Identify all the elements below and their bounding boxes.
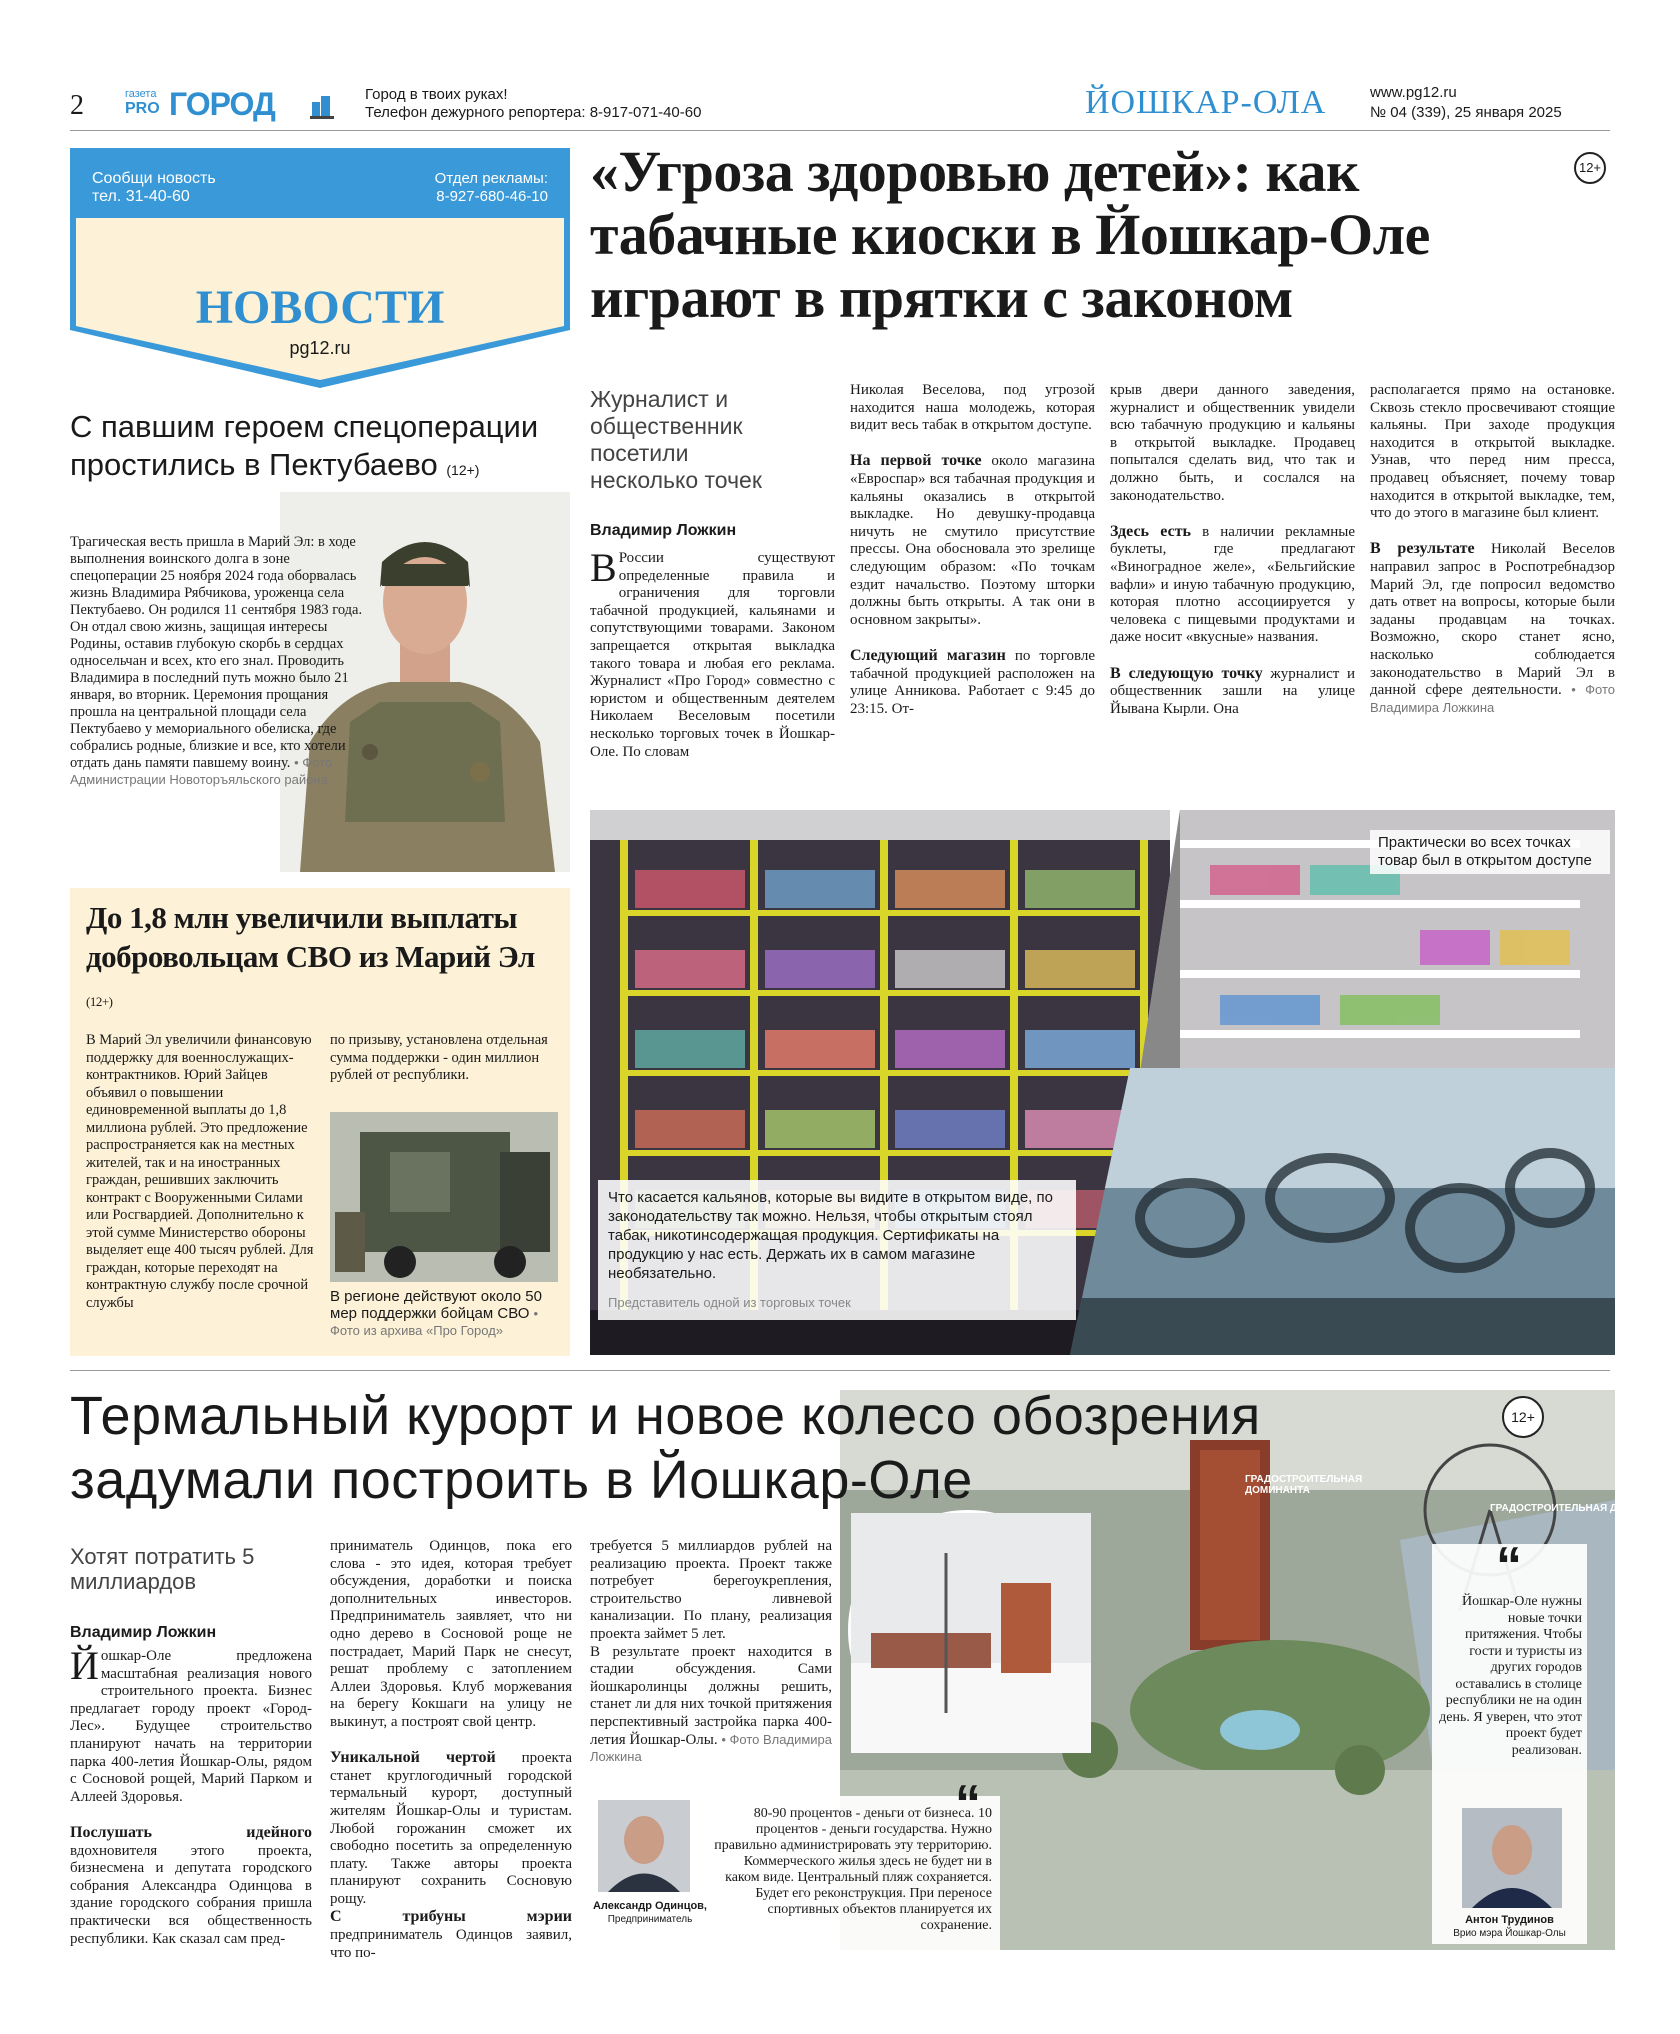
quote2-mark-icon: “	[1496, 1537, 1522, 1595]
phone-line: Телефон дежурного репортера: 8-917-071-40-60	[365, 104, 702, 121]
photo-caption-1: Практически во всех точках товар был в открытом доступе	[1370, 830, 1610, 874]
building-icon	[306, 90, 338, 122]
trudinov-role: Врио мэра Йошкар-Олы	[1453, 1928, 1566, 1939]
resort-author: Владимир Ложкин	[70, 1624, 217, 1641]
section-site: pg12.ru	[289, 338, 351, 358]
main-title: «Угроза здоровью детей»: как табачные киоски в Йошкар-Оле играют в прятки с законом	[590, 139, 1430, 330]
story2-title: До 1,8 млн увеличили выплаты добровольцам СВО из Марий Эл (12+)	[86, 900, 535, 1009]
hookah-photo	[1070, 1068, 1615, 1355]
winter-site-photo	[848, 1510, 1088, 1750]
section-title: НОВОСТИ	[195, 281, 445, 334]
odintsov-name: Александр Одинцов,	[592, 1900, 707, 1912]
main-author: Владимир Ложкин	[590, 522, 737, 539]
story1-title: С павшим героем спецоперации простились в Пектубаево (12+)	[70, 409, 539, 482]
quote2-text: Йошкар-Оле нужны новые точки притяжения. Чтобы гости и туристы из других городов оставались в столице республики не на один день. Я уверен, что этот проект будет реализован.	[1439, 1594, 1582, 1758]
render-label-1: ГРАДОСТРОИТЕЛЬНАЯ ДОМИНАНТА	[1245, 1474, 1363, 1496]
resort-col1: Йошкар-Оле предложена масштабная реализация нового строительного проекта. Бизнес предлагает городу проект «Город-Лес». Будущее строительство планируют начать на территории парка 400-летия Йошкар-Олы, рядом с Сосновой рощей, Марий Парком и Аллеей Здоровья. Послушать идейного вдохновителя этого проекта, бизнесмена и депутата городского собрания Александра Одинцова в здание городского собрания пришла практически вся общественность республики. Как сказал сам пред-	[70, 1643, 312, 1947]
odintsov-avatar	[598, 1800, 690, 1892]
main-col4: располагается прямо на остановке. Сквозь стекло просвечивают стоящие кальяны. При заходе продукция находится в открытой выкладке. Узнав, что перед ним пресса, продавец объясняет, почему товар находится в открытой выкладке, тем, что до этого в магазине был клиент. В результате Николай Веселов направил запрос в Роспотребнадзор Марий Эл, где попросил ведомство дать ответ на вопросы, которые были заданы продавцам на точках. Возможно, скоро станет ясно, насколько соблюдается законодательство в Марий Эл в данной сфере деятельности. • Фото Владимира Ложкина	[1370, 382, 1616, 715]
quote-text: Что касается кальянов, которые вы видите в открытом виде, по законодательству так можно. Нельзя, чтобы открытым стоял табак, никотинсодержащая продукция. Сертификаты на продукцию у нас есть. Держать их в самом магазине необязательно.	[608, 1189, 1053, 1282]
render-label-2: ГРАДОСТРОИТЕЛЬНАЯ ДОМИ	[1490, 1503, 1641, 1514]
story2-body-col1: В Марий Эл увеличили финансовую поддержку для военнослужащих-контрактников. Юрий Зайцев объявил о повышении единовременной выплаты до 1,8 миллиона рублей. Это предложение распространяется как на местных жителей, так и на иностранных граждан, решивших заключить контракт с Вооруженными Силами или Росгвардией. Дополнительно к этой сумме Министерство обороны выделяет еще 400 тысяч рублей. Для граждан, которые переходят на контрактную службу после срочной службы	[86, 1032, 314, 1311]
logo: газета PRO ГОРОД	[125, 86, 275, 122]
age-badge: 12+	[1574, 152, 1606, 184]
resort-age-badge: 12+	[1502, 1396, 1544, 1438]
city-name: ЙОШКАР-ОЛА	[1085, 84, 1327, 121]
quote1-mark-icon: “	[955, 1775, 981, 1833]
resort-col3: требуется 5 миллиардов рублей на реализацию проекта. Проект также потребует берегоукрепления, строительство ливневой канализации. По плану, реализация проекта займет 5 лет. В результате проект находится в стадии обсуждения. Сами йошкаролинцы должны решить, станет ли для них точкой притяжения перспективный застройка парка 400-летия Йошкар-Олы. • Фото Владимира Ложкина	[590, 1538, 833, 1765]
news-banner	[70, 148, 570, 388]
ad-phone: 8-927-680-46-10	[436, 188, 548, 205]
resort-title: Термальный курорт и новое колесо обозрения задумали построить в Йошкар-Оле	[70, 1386, 1261, 1510]
resort-lead: Хотят потратить 5 миллиардов	[70, 1544, 255, 1594]
report-label: Сообщи новость	[92, 170, 216, 187]
page-number: 2	[70, 90, 84, 121]
ad-label: Отдел рекламы:	[434, 170, 548, 187]
main-col1: В России существуют определенные правила и ограничения для торговли табачной продукцией, кальянами и сопутствующими товарами. Законом запрещается открытая выкладка такого товара и любая его реклама. Журналист «Про Город» совместно с юристом и общественным деятелем Николаем Веселовым посетили несколько торговых точек в Йошкар-Оле. По словам	[590, 545, 835, 760]
trudinov-name: Антон Трудинов	[1465, 1914, 1554, 1926]
story1-body: Трагическая весть пришла в Марий Эл: в ходе выполнения воинского долга в зоне спецоперации 25 ноября 2024 года оборвалась жизнь Владимира Рябчикова, уроженца села Пектубаево. Он родился 11 сентября 1983 года. Он отдал свою жизнь, защищая интересы Родины, оставив глубокую скорбь в сердцах односельчан и всех, кто его знал. Проводить Владимира в последний путь можно было 21 января, во вторник. Церемония прощания прошла на центральной площади села Пектубаево у мемориального обелиска, где собрались родные, близкие и все, кто хотели отдать дань памяти павшему воину. • Фото Администрации Новоторъяльского района	[70, 534, 363, 787]
trudinov-avatar	[1462, 1808, 1562, 1908]
odintsov-role: Предприниматель	[607, 1914, 693, 1925]
main-col3: крыв двери данного заведения, журналист и общественник увидели всю табачную продукцию и кальяны в открытой выкладке. Продавец попытался сделать вид, что так и должно быть, и сослался на законодательство. Здесь есть в наличии рекламные буклеты, где предлагают «Виноградное желе», «Бельгийские вафли» и иную табачную продукцию, которая плотно ассоциируется у человека с пищевыми продуктами и даже носит «вкусные» названия. В следующую точку журналист и общественник зашли на улице Йывана Кырли. Она	[1110, 382, 1356, 717]
quote1-text: 80-90 процентов - деньги от бизнеса. 10 процентов - деньги государства. Нужно правильно администрировать эту территорию. Коммерческого жилья здесь не будет ни в каком виде. Центральный пляж сохраняется. Будет его реконструкция. При переносе спортивных объектов планируется их сохранение.	[714, 1806, 992, 1933]
issue-number: № 04 (339), 25 января 2025	[1370, 104, 1562, 121]
quote-box	[598, 1180, 1076, 1320]
resort-col2: приниматель Одинцов, пока его слова - это идея, которая требует обсуждения, доработки и поиска дополнительных инвесторов. Предприниматель заявляет, что ни одно дерево в Сосновой роще не пострадает, Марий Парк не снесут, решат проблему с затоплением Аллеи Здоровья. Клуб моржевания на берегу Кокшаги на улицу не выкинут, а построят свой центр. Уникальной чертой проекта станет круглогодичный городской термальный курорт, доступный жителям Йошкар-Олы и туристам. Любой горожанин сможет их свободно посетить за определенную плату. Также авторы проекта планируют сохранить Сосновую рощу. С трибуны мэрии предприниматель Одинцов заявил, что по-	[330, 1538, 572, 1961]
site-url[interactable]: www.pg12.ru	[1370, 84, 1457, 101]
main-col2: Николая Веселова, под угрозой находится наша молодежь, которая видит весь табак в открытом доступе. На первой точке около магазина «Евроспар» вся табачная продукция и кальяны оказались в открытой выкладке. Но девушку-продавца ничуть не смутило присутствие прессы. Она обосновала это зрелище следующим образом: «По точкам ездит начальство. Поэтому шторки должны быть открыты. А так они в основном закрыты». Следующий магазин по торговле табачной продукцией расположен на улице Анникова. Работает с 9:45 до 23:15. От-	[850, 382, 1096, 717]
slogan: Город в твоих руках!	[365, 86, 508, 103]
story2-body-col2: по призыву, установлена отдельная сумма поддержки - один миллион рублей от республики.	[330, 1032, 548, 1083]
quote-source: Представитель одной из торговых точек	[608, 1295, 851, 1310]
report-phone: тел. 31-40-60	[92, 188, 190, 205]
main-lead: Журналист и общественник посетили несколько точек	[590, 386, 762, 493]
truck-photo	[330, 1112, 558, 1282]
story2-caption: В регионе действуют около 50 мер поддержки бойцам СВО • Фото из архива «Про Город»	[330, 1288, 542, 1338]
